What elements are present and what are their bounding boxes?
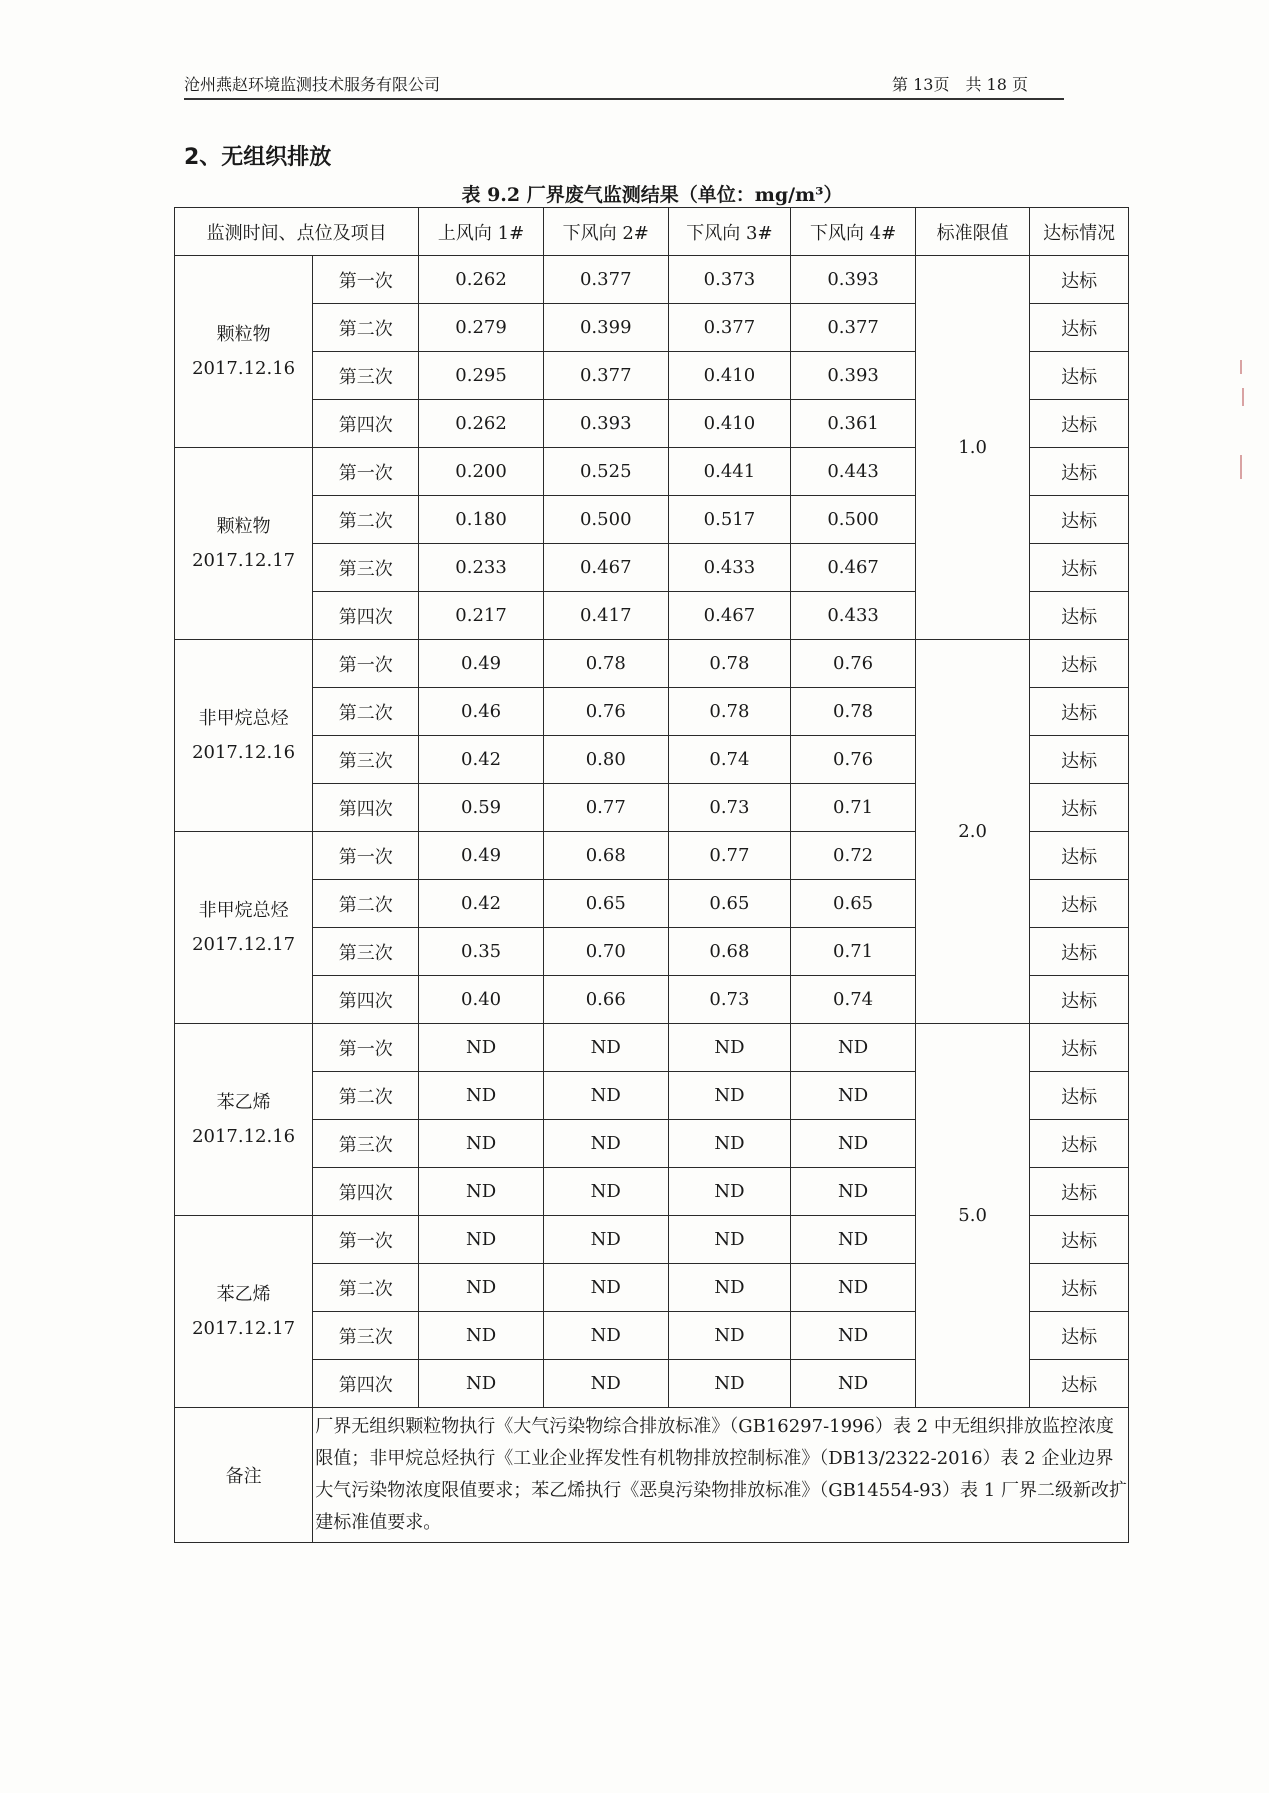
- value-cell: ND: [543, 1024, 668, 1072]
- sampling-round: 第三次: [313, 544, 419, 592]
- value-cell: 0.525: [543, 448, 668, 496]
- value-cell: 0.393: [791, 352, 916, 400]
- value-cell: ND: [791, 1216, 916, 1264]
- pollutant-name: 颗粒物: [216, 323, 271, 345]
- value-cell: 0.76: [543, 688, 668, 736]
- compliance-status: 达标: [1030, 784, 1129, 832]
- value-cell: 0.42: [419, 880, 544, 928]
- compliance-status: 达标: [1030, 352, 1129, 400]
- value-cell: 0.295: [419, 352, 544, 400]
- value-cell: 0.73: [668, 976, 791, 1024]
- sampling-round: 第一次: [313, 832, 419, 880]
- sampling-round: 第一次: [313, 1024, 419, 1072]
- value-cell: ND: [419, 1216, 544, 1264]
- compliance-status: 达标: [1030, 1120, 1129, 1168]
- value-cell: 0.71: [791, 784, 916, 832]
- page-number: 第 13页 共 18 页: [892, 75, 1028, 94]
- value-cell: 0.49: [419, 832, 544, 880]
- value-cell: 0.80: [543, 736, 668, 784]
- value-cell: ND: [791, 1024, 916, 1072]
- value-cell: ND: [791, 1264, 916, 1312]
- value-cell: ND: [543, 1120, 668, 1168]
- compliance-status: 达标: [1030, 880, 1129, 928]
- sampling-round: 第四次: [313, 976, 419, 1024]
- value-cell: ND: [791, 1360, 916, 1408]
- value-cell: 0.377: [543, 256, 668, 304]
- value-cell: ND: [668, 1168, 791, 1216]
- value-cell: 0.73: [668, 784, 791, 832]
- value-cell: 0.59: [419, 784, 544, 832]
- section-title: 2、无组织排放: [184, 145, 332, 170]
- value-cell: 0.78: [791, 688, 916, 736]
- scan-mark: [1240, 455, 1242, 479]
- compliance-status: 达标: [1030, 592, 1129, 640]
- value-cell: 0.78: [668, 688, 791, 736]
- compliance-status: 达标: [1030, 400, 1129, 448]
- column-header: 下风向 3#: [668, 208, 791, 256]
- table-header-row: [175, 208, 1129, 256]
- compliance-status: 达标: [1030, 544, 1129, 592]
- sampling-round: 第三次: [313, 1312, 419, 1360]
- value-cell: 0.361: [791, 400, 916, 448]
- value-cell: 0.467: [668, 592, 791, 640]
- value-cell: 0.78: [668, 640, 791, 688]
- remark-label: 备注: [175, 1408, 313, 1543]
- value-cell: 0.377: [668, 304, 791, 352]
- compliance-status: 达标: [1030, 1072, 1129, 1120]
- value-cell: 0.68: [543, 832, 668, 880]
- value-cell: 0.77: [668, 832, 791, 880]
- value-cell: 0.467: [791, 544, 916, 592]
- value-cell: ND: [419, 1072, 544, 1120]
- compliance-status: 达标: [1030, 976, 1129, 1024]
- sample-date: 2017.12.16: [192, 1125, 296, 1147]
- value-cell: ND: [419, 1312, 544, 1360]
- sampling-round: 第四次: [313, 1360, 419, 1408]
- value-cell: 0.35: [419, 928, 544, 976]
- value-cell: 0.68: [668, 928, 791, 976]
- value-cell: ND: [543, 1264, 668, 1312]
- sampling-round: 第二次: [313, 304, 419, 352]
- value-cell: 0.262: [419, 256, 544, 304]
- value-cell: 0.393: [543, 400, 668, 448]
- compliance-status: 达标: [1030, 1264, 1129, 1312]
- scan-mark: [1242, 388, 1244, 406]
- value-cell: ND: [668, 1072, 791, 1120]
- standard-limit: 5.0: [915, 1024, 1029, 1408]
- table-caption: 表 9.2 厂界废气监测结果（单位：mg/m³）: [461, 184, 843, 206]
- sampling-round: 第四次: [313, 1168, 419, 1216]
- value-cell: ND: [543, 1216, 668, 1264]
- sampling-round: 第四次: [313, 784, 419, 832]
- column-header: 下风向 2#: [543, 208, 668, 256]
- remark-text: 厂界无组织颗粒物执行《大气污染物综合排放标准》（GB16297-1996）表 2 中无组织排放监控浓度限值；非甲烷总烃执行《工业企业挥发性有机物排放控制标准》（DB13/2322-2016）表 2 企业边界大气污染物浓度限值要求；苯乙烯执行《恶臭污染物排放标准》（GB14554-93）表 1 厂界二级新改扩建标准值要求。: [313, 1408, 1129, 1543]
- value-cell: ND: [791, 1312, 916, 1360]
- company-name: 沧州燕赵环境监测技术服务有限公司: [184, 75, 441, 94]
- column-header: 监测时间、点位及项目: [175, 208, 419, 256]
- value-cell: 0.74: [668, 736, 791, 784]
- value-cell: 0.72: [791, 832, 916, 880]
- value-cell: 0.78: [543, 640, 668, 688]
- sampling-round: 第四次: [313, 592, 419, 640]
- value-cell: ND: [668, 1216, 791, 1264]
- value-cell: 0.66: [543, 976, 668, 1024]
- value-cell: ND: [543, 1072, 668, 1120]
- value-cell: ND: [668, 1264, 791, 1312]
- value-cell: 0.410: [668, 352, 791, 400]
- value-cell: 0.433: [668, 544, 791, 592]
- value-cell: 0.500: [543, 496, 668, 544]
- value-cell: ND: [791, 1120, 916, 1168]
- compliance-status: 达标: [1030, 640, 1129, 688]
- value-cell: ND: [419, 1360, 544, 1408]
- scan-mark: [1240, 360, 1242, 374]
- compliance-status: 达标: [1030, 1216, 1129, 1264]
- pollutant-name: 苯乙烯: [216, 1091, 271, 1113]
- table-row: [175, 1024, 1129, 1072]
- group-label: [175, 1024, 313, 1216]
- value-cell: 0.500: [791, 496, 916, 544]
- value-cell: 0.393: [791, 256, 916, 304]
- group-label: [175, 832, 313, 1024]
- sampling-round: 第二次: [313, 688, 419, 736]
- value-cell: 0.377: [543, 352, 668, 400]
- value-cell: 0.441: [668, 448, 791, 496]
- value-cell: 0.40: [419, 976, 544, 1024]
- compliance-status: 达标: [1030, 688, 1129, 736]
- value-cell: 0.443: [791, 448, 916, 496]
- value-cell: 0.65: [543, 880, 668, 928]
- compliance-status: 达标: [1030, 1360, 1129, 1408]
- pollutant-name: 苯乙烯: [216, 1283, 271, 1305]
- value-cell: ND: [419, 1120, 544, 1168]
- value-cell: 0.410: [668, 400, 791, 448]
- value-cell: ND: [419, 1024, 544, 1072]
- value-cell: 0.467: [543, 544, 668, 592]
- group-label: [175, 1216, 313, 1408]
- value-cell: 0.76: [791, 640, 916, 688]
- compliance-status: 达标: [1030, 832, 1129, 880]
- value-cell: ND: [419, 1264, 544, 1312]
- value-cell: ND: [668, 1120, 791, 1168]
- sampling-round: 第一次: [313, 448, 419, 496]
- value-cell: ND: [791, 1072, 916, 1120]
- value-cell: 0.233: [419, 544, 544, 592]
- remark-row: [175, 1408, 1129, 1543]
- compliance-status: 达标: [1030, 256, 1129, 304]
- value-cell: 0.77: [543, 784, 668, 832]
- value-cell: 0.180: [419, 496, 544, 544]
- value-cell: 0.399: [543, 304, 668, 352]
- value-cell: 0.65: [791, 880, 916, 928]
- sample-date: 2017.12.16: [192, 741, 296, 763]
- sample-date: 2017.12.17: [192, 1317, 296, 1339]
- pollutant-name: 非甲烷总烃: [198, 707, 289, 729]
- sampling-round: 第三次: [313, 352, 419, 400]
- value-cell: ND: [543, 1312, 668, 1360]
- sampling-round: 第三次: [313, 736, 419, 784]
- value-cell: ND: [668, 1024, 791, 1072]
- compliance-status: 达标: [1030, 736, 1129, 784]
- compliance-status: 达标: [1030, 1024, 1129, 1072]
- pollutant-name: 颗粒物: [216, 515, 271, 537]
- value-cell: 0.42: [419, 736, 544, 784]
- value-cell: 0.279: [419, 304, 544, 352]
- value-cell: ND: [543, 1360, 668, 1408]
- sampling-round: 第三次: [313, 928, 419, 976]
- value-cell: 0.65: [668, 880, 791, 928]
- compliance-status: 达标: [1030, 1312, 1129, 1360]
- value-cell: 0.373: [668, 256, 791, 304]
- sample-date: 2017.12.17: [192, 933, 296, 955]
- compliance-status: 达标: [1030, 928, 1129, 976]
- page-header: [184, 72, 1064, 100]
- sampling-round: 第一次: [313, 640, 419, 688]
- value-cell: 0.76: [791, 736, 916, 784]
- sampling-round: 第一次: [313, 256, 419, 304]
- compliance-status: 达标: [1030, 448, 1129, 496]
- compliance-status: 达标: [1030, 304, 1129, 352]
- sampling-round: 第一次: [313, 1216, 419, 1264]
- value-cell: ND: [791, 1168, 916, 1216]
- monitoring-results-table: [174, 207, 1129, 1543]
- table-row: [175, 640, 1129, 688]
- sampling-round: 第三次: [313, 1120, 419, 1168]
- sampling-round: 第二次: [313, 880, 419, 928]
- value-cell: 0.200: [419, 448, 544, 496]
- column-header: 达标情况: [1030, 208, 1129, 256]
- column-header: 下风向 4#: [791, 208, 916, 256]
- value-cell: ND: [543, 1168, 668, 1216]
- group-label: [175, 448, 313, 640]
- value-cell: 0.49: [419, 640, 544, 688]
- column-header: 标准限值: [915, 208, 1029, 256]
- value-cell: ND: [419, 1168, 544, 1216]
- column-header: 上风向 1#: [419, 208, 544, 256]
- sampling-round: 第四次: [313, 400, 419, 448]
- value-cell: 0.70: [543, 928, 668, 976]
- value-cell: 0.433: [791, 592, 916, 640]
- sample-date: 2017.12.16: [192, 357, 296, 379]
- value-cell: 0.517: [668, 496, 791, 544]
- value-cell: 0.262: [419, 400, 544, 448]
- value-cell: ND: [668, 1360, 791, 1408]
- value-cell: ND: [668, 1312, 791, 1360]
- value-cell: 0.377: [791, 304, 916, 352]
- group-label: [175, 256, 313, 448]
- value-cell: 0.417: [543, 592, 668, 640]
- value-cell: 0.217: [419, 592, 544, 640]
- value-cell: 0.74: [791, 976, 916, 1024]
- pollutant-name: 非甲烷总烃: [198, 899, 289, 921]
- standard-limit: 1.0: [915, 256, 1029, 640]
- compliance-status: 达标: [1030, 496, 1129, 544]
- sampling-round: 第二次: [313, 1072, 419, 1120]
- sampling-round: 第二次: [313, 1264, 419, 1312]
- sample-date: 2017.12.17: [192, 549, 296, 571]
- standard-limit: 2.0: [915, 640, 1029, 1024]
- value-cell: 0.46: [419, 688, 544, 736]
- value-cell: 0.71: [791, 928, 916, 976]
- sampling-round: 第二次: [313, 496, 419, 544]
- table-row: [175, 256, 1129, 304]
- compliance-status: 达标: [1030, 1168, 1129, 1216]
- group-label: [175, 640, 313, 832]
